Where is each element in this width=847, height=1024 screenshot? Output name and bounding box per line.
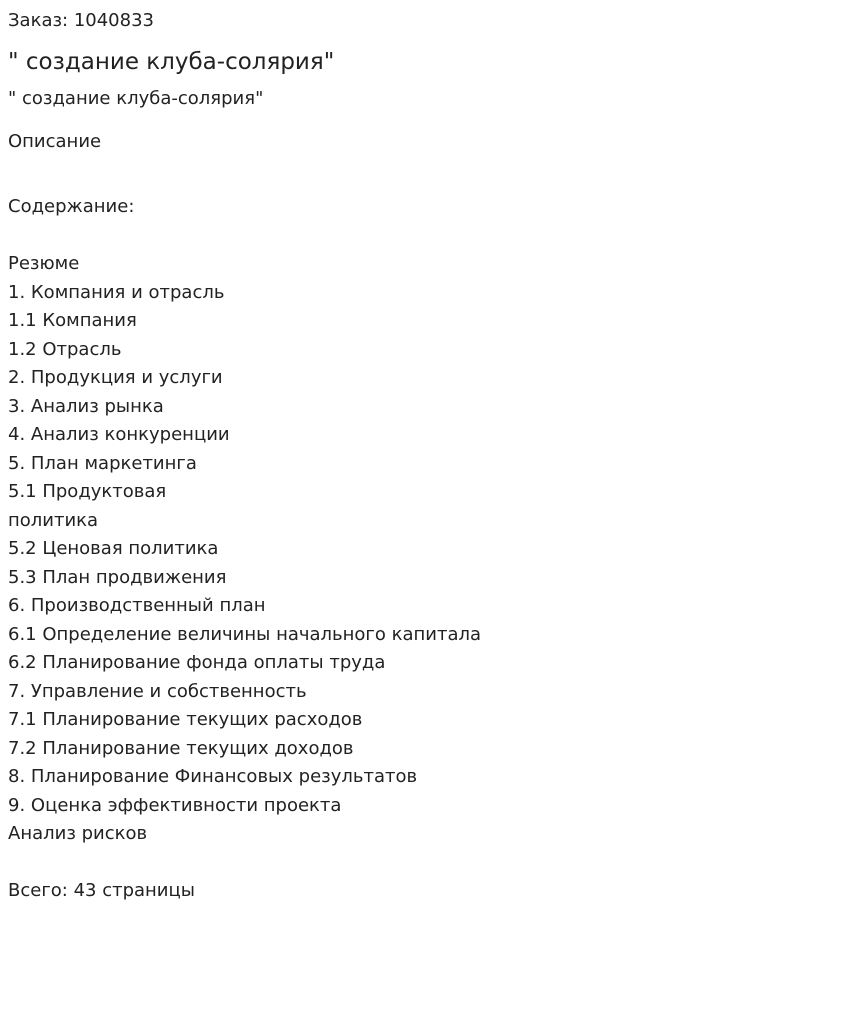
toc-item: 6. Производственный план bbox=[8, 595, 266, 616]
toc-item: 6.1 Определение величины начального капитала bbox=[8, 623, 482, 645]
blank-line bbox=[8, 849, 481, 878]
toc-item: 5. План маркетинга bbox=[8, 452, 197, 474]
toc-item: 5.2 Ценовая политика bbox=[8, 538, 219, 559]
page-title: " создание клуба-солярия" bbox=[8, 49, 335, 75]
page-count: Всего: 43 страницы bbox=[8, 880, 195, 901]
toc-item: 2. Продукция и услуги bbox=[8, 367, 223, 388]
toc-item: политика bbox=[8, 509, 99, 531]
toc-item: 4. Анализ конкуренции bbox=[8, 424, 230, 445]
toc-item: 1. Компания и отрасль bbox=[8, 281, 225, 303]
description-heading: Описание bbox=[8, 131, 102, 152]
toc-item: Анализ рисков bbox=[8, 823, 148, 844]
toc-item: 1.2 Отрасль bbox=[8, 338, 122, 360]
page-subtitle: " создание клуба-солярия" bbox=[8, 88, 264, 109]
order-number: Заказ: 1040833 bbox=[8, 10, 154, 31]
toc-item: 7.1 Планирование текущих расходов bbox=[8, 709, 363, 730]
toc-item: 1.1 Компания bbox=[8, 310, 137, 331]
toc-item: 7.2 Планирование текущих доходов bbox=[8, 737, 354, 759]
toc-item: 3. Анализ рынка bbox=[8, 395, 164, 417]
toc-item: 9. Оценка эффективности проекта bbox=[8, 794, 342, 816]
toc-item: Резюме bbox=[8, 253, 80, 274]
toc-item: 7. Управление и собственность bbox=[8, 680, 307, 702]
toc-item: 8. Планирование Финансовых результатов bbox=[8, 766, 418, 787]
description-body bbox=[8, 193, 481, 906]
blank-line bbox=[8, 222, 481, 251]
toc-item: 5.3 План продвижения bbox=[8, 566, 227, 588]
toc-item: 5.1 Продуктовая bbox=[8, 481, 167, 502]
content-heading: Содержание: bbox=[8, 196, 135, 217]
toc-item: 6.2 Планирование фонда оплаты труда bbox=[8, 652, 386, 673]
